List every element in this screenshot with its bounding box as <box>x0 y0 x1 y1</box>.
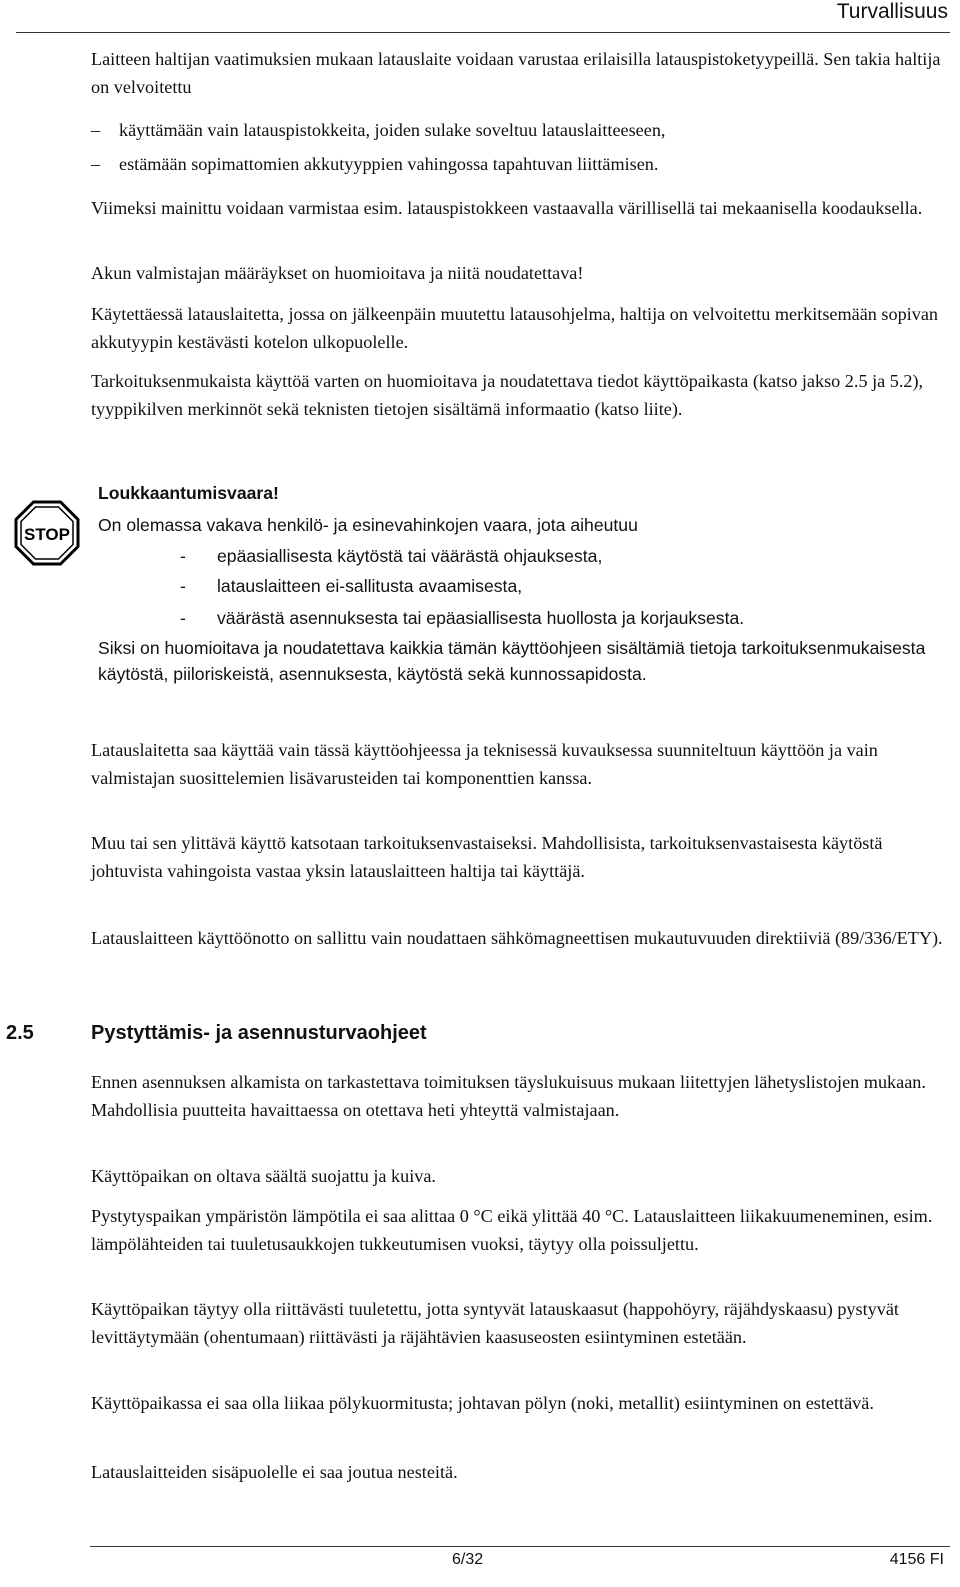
footer-page-number: 6/32 <box>452 1551 484 1568</box>
footer-document-code: 4156 FI <box>889 1551 944 1568</box>
footer-rule <box>90 1546 950 1547</box>
paragraph-dust: Käyttöpaikassa ei saa olla liikaa pölykuormitusta; johtavan pölyn (noki, metallit) esiintyminen on estettävä. <box>91 1393 874 1413</box>
paragraph-modified-program: Käytettäessä latauslaitetta, jossa on jälkeenpäin muutettu latausohjelma, haltija on velvoitettu merkitsemään sopivan akkutyypin kestävästi kotelon ulkopuolelle. <box>91 304 938 352</box>
hyphen-symbol: - <box>180 576 186 596</box>
warning-item <box>180 573 522 599</box>
dash-list-item-fuse <box>91 117 665 145</box>
warning-item <box>180 605 744 631</box>
header-title: Turvallisuus <box>836 0 948 23</box>
paragraph-temperature: Pystytyspaikan ympäristön lämpötila ei saa alittaa 0 °C eikä ylittää 40 °C. Latauslaitteen liikakuumeneminen, esim. lämpölähteiden tai tuuletusaukkojen tukkeutumisen vuoksi, täytyy olla poissuljettu. <box>91 1206 933 1254</box>
paragraph-ventilation: Käyttöpaikan täytyy olla riittävästi tuuletettu, jotta syntyvät latauskaasut (happohöyry, räjähdyskaasu) pystyvät levittäytymään (ohentumaan) riittävästi ja räjähtävien kaasuseosten esiintyminen estetään. <box>91 1299 899 1347</box>
dash-symbol: – <box>91 120 101 140</box>
header-rule <box>16 32 950 33</box>
hyphen-symbol: - <box>180 546 186 566</box>
paragraph-plug-types: Laitteen haltijan vaatimuksien mukaan latauslaite voidaan varustaa erilaisilla latauspistoketyypeillä. Sen takia haltija on velvoitettu <box>91 49 941 97</box>
paragraph-intended-use: Tarkoituksenmukaista käyttöä varten on huomioitava ja noudatettava tiedot käyttöpaikasta (katso jakso 2.5 ja 5.2), tyyppikilven merkinnöt sekä teknisten tietojen sisältämä informaatio (katso liite). <box>91 371 924 419</box>
dash-symbol: – <box>91 154 101 174</box>
paragraph-improper-use: Muu tai sen ylittävä käyttö katsotaan tarkoituksenvastaiseksi. Mahdollisista, tarkoituksenvastaisesta käytöstä johtuvista vahingoista vastaa yksin latauslaitteen haltija tai käyttäjä. <box>91 833 883 881</box>
section-title: Pystyttämis- ja asennusturvaohjeet <box>91 1022 427 1044</box>
warning-item-text: latauslaitteen ei-sallitusta avaamisesta, <box>217 576 523 596</box>
paragraph-permitted-use: Latauslaitetta saa käyttää vain tässä käyttöohjeessa ja teknisessä kuvauksessa suunniteltuun käyttöön ja vain valmistajan suosittelemien lisävarusteiden tai komponenttien kanssa. <box>91 740 878 788</box>
warning-item-text: väärästä asennuksesta tai epäasiallisesta huollosta ja korjauksesta. <box>217 608 745 628</box>
warning-heading: Loukkaantumisvaara! <box>98 483 279 503</box>
dash-item-text: käyttämään vain latauspistokkeita, joiden sulake soveltuu latauslaitteeseen, <box>119 120 666 140</box>
paragraph-delivery-check: Ennen asennuksen alkamista on tarkastettava toimituksen täyslukuisuus mukaan liitettyjen lähetyslistojen mukaan. Mahdollisia puutteita havaittaessa on otettava heti yhteyttä valmistajaan. <box>91 1072 926 1120</box>
warning-item-text: epäasiallisesta käytöstä tai väärästä ohjauksesta, <box>217 546 603 566</box>
section-number: 2.5 <box>6 1022 34 1044</box>
paragraph-manufacturer: Akun valmistajan määräykset on huomioitava ja niitä noudatettava! <box>91 263 584 283</box>
dash-list-item-battery <box>91 151 658 179</box>
warning-closing: Siksi on huomioitava ja noudatettava kaikkia tämän käyttöohjeen sisältämiä tietoja tarkoituksenmukaisesta käytöstä, piiloriskeistä, asennuksesta, käytöstä sekä kunnossapidosta. <box>98 638 926 684</box>
stop-sign-icon <box>14 500 80 566</box>
paragraph-weather-protection: Käyttöpaikan on oltava säältä suojattu ja kuiva. <box>91 1166 436 1186</box>
paragraph-liquids: Latauslaitteiden sisäpuolelle ei saa joutua nesteitä. <box>91 1462 458 1482</box>
warning-item <box>180 543 602 569</box>
stop-sign-text: STOP <box>24 525 70 544</box>
warning-intro: On olemassa vakava henkilö- ja esinevahinkojen vaara, jota aiheutuu <box>98 515 638 535</box>
paragraph-coding: Viimeksi mainittu voidaan varmistaa esim. latauspistokkeen vastaavalla värillisellä tai mekaanisella koodauksella. <box>91 198 923 218</box>
paragraph-emc-directive: Latauslaitteen käyttöönotto on sallittu vain noudattaen sähkömagneettisen mukautuvuuden direktiiviä (89/336/ETY). <box>91 928 943 948</box>
dash-item-text: estämään sopimattomien akkutyyppien vahingossa tapahtuvan liittämisen. <box>119 154 659 174</box>
hyphen-symbol: - <box>180 608 186 628</box>
